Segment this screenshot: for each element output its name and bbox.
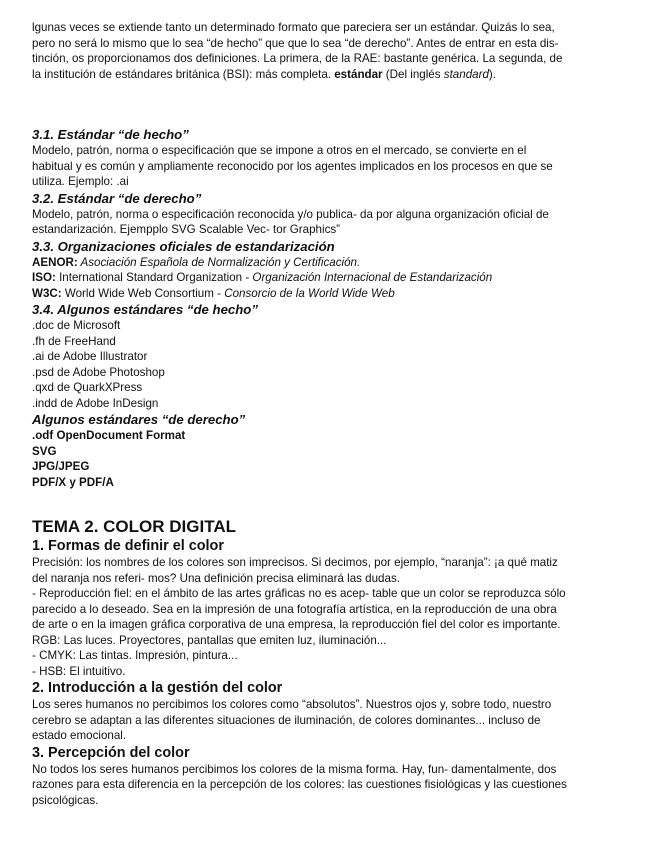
paragraph-line: estandarización. Ejempplo SVG Scalable Vec- tor Graphics” <box>32 223 341 236</box>
intro-line: pero no será lo mismo que lo sea “de hecho” que que lo sea “de derecho”. Antes de entrar en esta dis- <box>32 36 559 50</box>
org-abbr: ISO: <box>32 271 56 284</box>
paragraph-line: razones para esta diferencia en la percepción de los colores: las cuestiones fisiológicas y las cuestiones <box>32 778 567 791</box>
paragraph-line: RGB: Las luces. Proyectores, pantallas que emiten luz, iluminación... <box>32 633 387 647</box>
section-heading-3-3: 3.3. Organizaciones oficiales de estandarización <box>32 238 335 254</box>
section-heading-3-1: 3.1. Estándar “de hecho” <box>32 127 189 142</box>
paragraph-line: cerebro se adaptan a las diferentes situaciones de iluminación, de colores dominantes... incluso de <box>32 713 541 727</box>
paragraph-line: - HSB: El intuitivo. <box>32 664 126 678</box>
paragraph-line: No todos los seres humanos percibimos los colores de la misma forma. Hay, fun- damentalmente, dos <box>32 762 557 776</box>
paragraph-line: Los seres humanos no percibimos los colores como “absolutos”. Nuestros ojos y, sobre todo, nuestro <box>32 698 552 711</box>
list-item: .qxd de QuarkXPress <box>32 381 143 394</box>
list-item: .doc de Microsoft <box>32 319 121 332</box>
chapter-title: TEMA 2. COLOR DIGITAL <box>32 517 236 536</box>
section-heading-3-4: 3.4. Algunos estándares “de hecho” <box>32 302 258 317</box>
paragraph-line: Modelo, patrón, norma o especificación que se impone a otros en el mercado, se convierte en el <box>32 144 527 157</box>
list-item: .psd de Adobe Photoshop <box>32 365 165 379</box>
section-heading-3: 3. Percepción del color <box>32 744 190 761</box>
org-desc: Consorcio de la World Wide Web <box>224 286 395 300</box>
org-item <box>32 270 628 286</box>
list-item: .indd de Adobe InDesign <box>32 396 159 410</box>
paragraph-line: psicológicas. <box>32 793 99 807</box>
paragraph-line: - CMYK: Las tintas. Impresión, pintura... <box>32 649 238 662</box>
section-heading-3-2: 3.2. Estándar “de derecho” <box>32 190 202 206</box>
document-page <box>32 20 628 808</box>
org-name: International Standard Organization <box>55 271 243 284</box>
org-item <box>32 286 628 302</box>
list-item: JPG/JPEG <box>32 460 90 473</box>
intro-line: lgunas veces se extiende tanto un determinado formato que pareciera ser un estándar. Quizás lo sea, <box>32 21 555 34</box>
paragraph-line: - Reproducción fiel: en el ámbito de las artes gráficas no es acep- table que un color se reproduzca sólo <box>32 587 566 600</box>
paragraph-line: estado emocional. <box>32 729 127 742</box>
org-abbr: W3C: <box>32 286 62 300</box>
list-item: SVG <box>32 444 57 458</box>
paragraph-line: utiliza. Ejemplo: .ai <box>32 175 129 188</box>
intro-last-line <box>32 67 628 83</box>
list-item: .odf OpenDocument Format <box>32 429 186 442</box>
paragraph-line: de arte o en la imagen gráfica corporativa de una empresa, la reproducción fiel del color es importante. <box>32 618 561 631</box>
org-sep: - <box>213 286 225 300</box>
org-item <box>32 255 628 271</box>
paragraph-line: Precisión: los nombres de los colores son imprecisos. Si decimos, por ejemplo, “naranja”: ¡a qué matiz <box>32 556 558 569</box>
term-bold: estándar <box>334 67 383 81</box>
section-heading-de-derecho: Algunos estándares “de derecho” <box>32 412 246 427</box>
text: la institución de estándares británica (BSI): más completa. <box>32 67 335 81</box>
list-item: .ai de Adobe Illustrator <box>32 350 148 363</box>
intro-paragraph <box>32 20 628 82</box>
paragraph-line: Modelo, patrón, norma o especificación reconocida y/o publica- da por alguna organización oficial de <box>32 207 549 221</box>
paragraph-line: habitual y es común y ampliamente reconocido por los agentes implicados en los procesos en que se <box>32 159 553 173</box>
org-desc: Organización Internacional de Estandarización <box>252 271 493 284</box>
org-abbr: AENOR: <box>32 255 78 269</box>
paragraph-line: parecido a lo deseado. Sea en la impresión de una fotografía artística, en la reproducción de una obra <box>32 602 557 616</box>
text: ). <box>488 67 496 81</box>
org-name: World Wide Web Consortium <box>61 286 214 300</box>
term-italic: standard <box>443 67 489 81</box>
text: (Del inglés <box>382 67 444 81</box>
paragraph-line: del naranja nos referi- mos? Una definición precisa eliminará las dudas. <box>32 571 400 585</box>
intro-line: tinción, os proporcionamos dos definiciones. La primera, de la RAE: bastante genérica. La segunda, de <box>32 52 563 65</box>
org-desc: Asociación Española de Normalización y Certificación. <box>77 255 361 269</box>
section-heading-2: 2. Introducción a la gestión del color <box>32 680 283 696</box>
org-sep: - <box>242 271 253 284</box>
list-item: .fh de FreeHand <box>32 334 116 348</box>
list-item: PDF/X y PDF/A <box>32 475 114 489</box>
section-heading-1: 1. Formas de definir el color <box>32 538 224 554</box>
